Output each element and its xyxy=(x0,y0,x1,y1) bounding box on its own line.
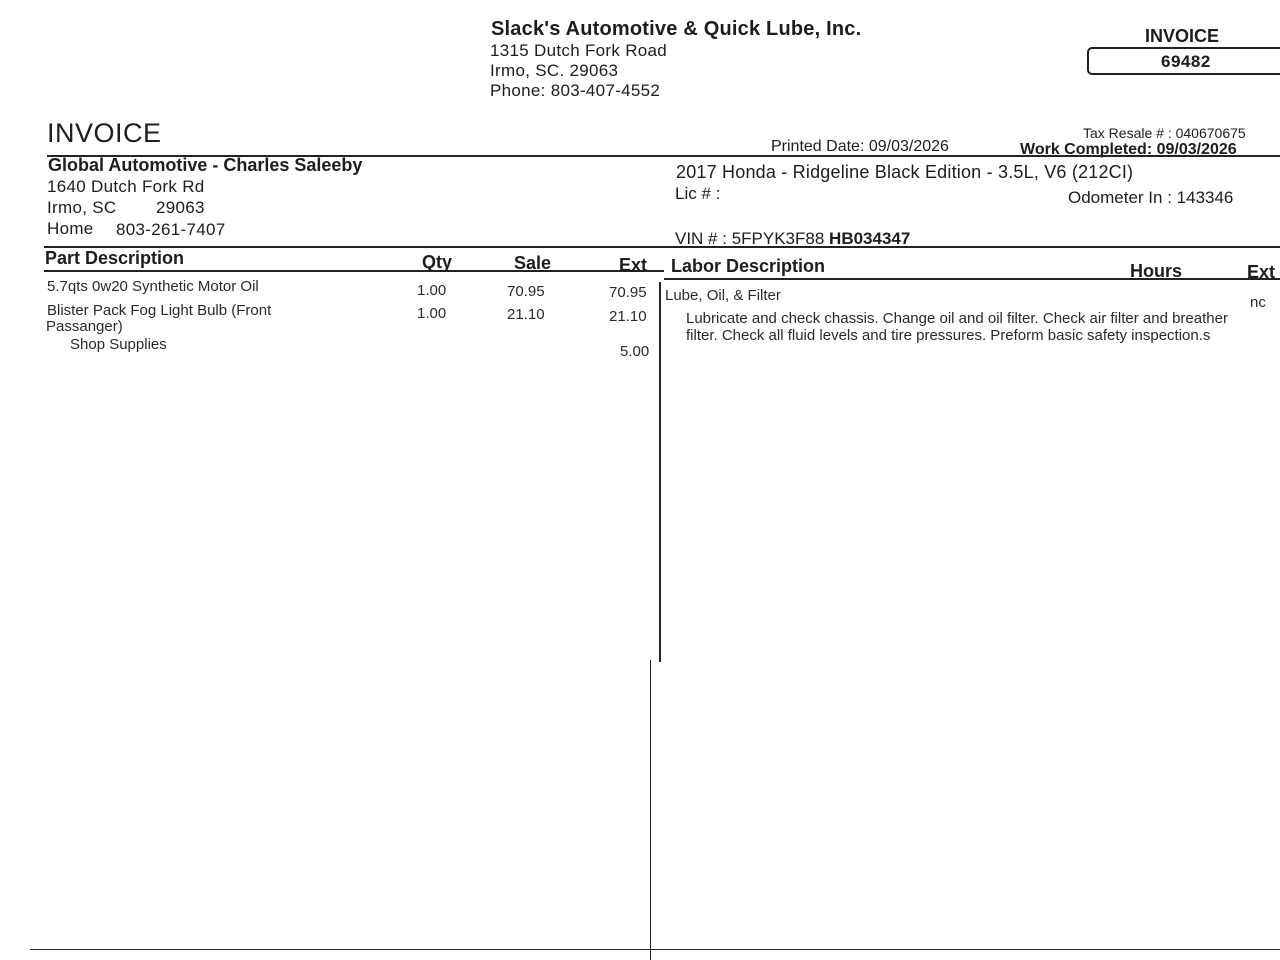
parts-header-bottom-rule xyxy=(44,270,664,272)
page-title: INVOICE xyxy=(47,118,162,148)
part-row-2-qty: 1.00 xyxy=(417,305,447,322)
customer-name: Global Automotive - Charles Saleeby xyxy=(48,155,363,175)
column-divider-lower xyxy=(650,660,651,960)
labor-row-1-details: Lubricate and check chassis. Change oil and oil filter. Check air filter and breather filter. Check all fluid levels and tire pressures. Preform basic safety inspection.s xyxy=(686,310,1228,344)
customer-street: 1640 Dutch Fork Rd xyxy=(47,177,205,196)
customer-phone-label: Home xyxy=(47,219,94,238)
parts-header-ext: Ext xyxy=(619,255,648,275)
part-row-1-description: 5.7qts 0w20 Synthetic Motor Oil xyxy=(47,278,259,295)
part-row-3-description: Shop Supplies xyxy=(70,336,167,353)
work-completed-date: Work Completed: 09/03/2026 xyxy=(1020,141,1237,158)
column-divider xyxy=(659,282,661,662)
shop-address-line2: Irmo, SC. 29063 xyxy=(490,61,619,80)
part-row-3-ext: 5.00 xyxy=(620,343,650,360)
vin-part2: HB034347 xyxy=(829,229,911,248)
invoice-number: 69482 xyxy=(1161,52,1211,71)
odometer-reading: Odometer In : 143346 xyxy=(1068,188,1234,207)
labor-header-description: Labor Description xyxy=(671,256,826,276)
labor-row-1-ext: nc xyxy=(1250,294,1266,311)
labor-row-1-title: Lube, Oil, & Filter xyxy=(665,287,781,304)
shop-phone: Phone: 803-407-4552 xyxy=(490,81,661,100)
shop-address-line1: 1315 Dutch Fork Road xyxy=(490,41,668,60)
vehicle-description: 2017 Honda - Ridgeline Black Edition - 3.5L, V6 (212CI) xyxy=(676,162,1134,182)
printed-date: Printed Date: 09/03/2026 xyxy=(771,138,949,155)
parts-header-sale: Sale xyxy=(514,253,552,273)
parts-header-description: Part Description xyxy=(45,248,185,268)
vin-part1: 5FPYK3F88 xyxy=(731,229,825,248)
part-row-2-ext: 21.10 xyxy=(609,308,647,325)
parts-header-qty: Qty xyxy=(422,252,453,272)
footer-rule xyxy=(30,949,1280,950)
part-row-2-sale: 21.10 xyxy=(507,306,545,323)
invoice-label: INVOICE xyxy=(1145,26,1220,46)
customer-phone: 803-261-7407 xyxy=(116,220,226,239)
part-row-1-sale: 70.95 xyxy=(507,283,545,300)
table-header-top-rule xyxy=(44,246,1280,248)
license-label: Lic # : xyxy=(675,184,721,203)
labor-header-ext: Ext xyxy=(1247,262,1276,282)
customer-zip: 29063 xyxy=(156,198,205,217)
vin-label: VIN # : xyxy=(675,229,727,248)
customer-city: Irmo, SC xyxy=(47,198,117,217)
part-row-1-ext: 70.95 xyxy=(609,284,647,301)
labor-header-bottom-rule xyxy=(664,278,1280,280)
tax-resale-number: Tax Resale # : 040670675 xyxy=(1083,125,1246,141)
part-row-1-qty: 1.00 xyxy=(417,282,447,299)
part-row-2-description: Blister Pack Fog Light Bulb (Front xyxy=(47,302,272,319)
part-row-2-description-cont: Passanger) xyxy=(46,318,123,335)
shop-name: Slack's Automotive & Quick Lube, Inc. xyxy=(491,18,862,40)
labor-header-hours: Hours xyxy=(1130,261,1183,281)
